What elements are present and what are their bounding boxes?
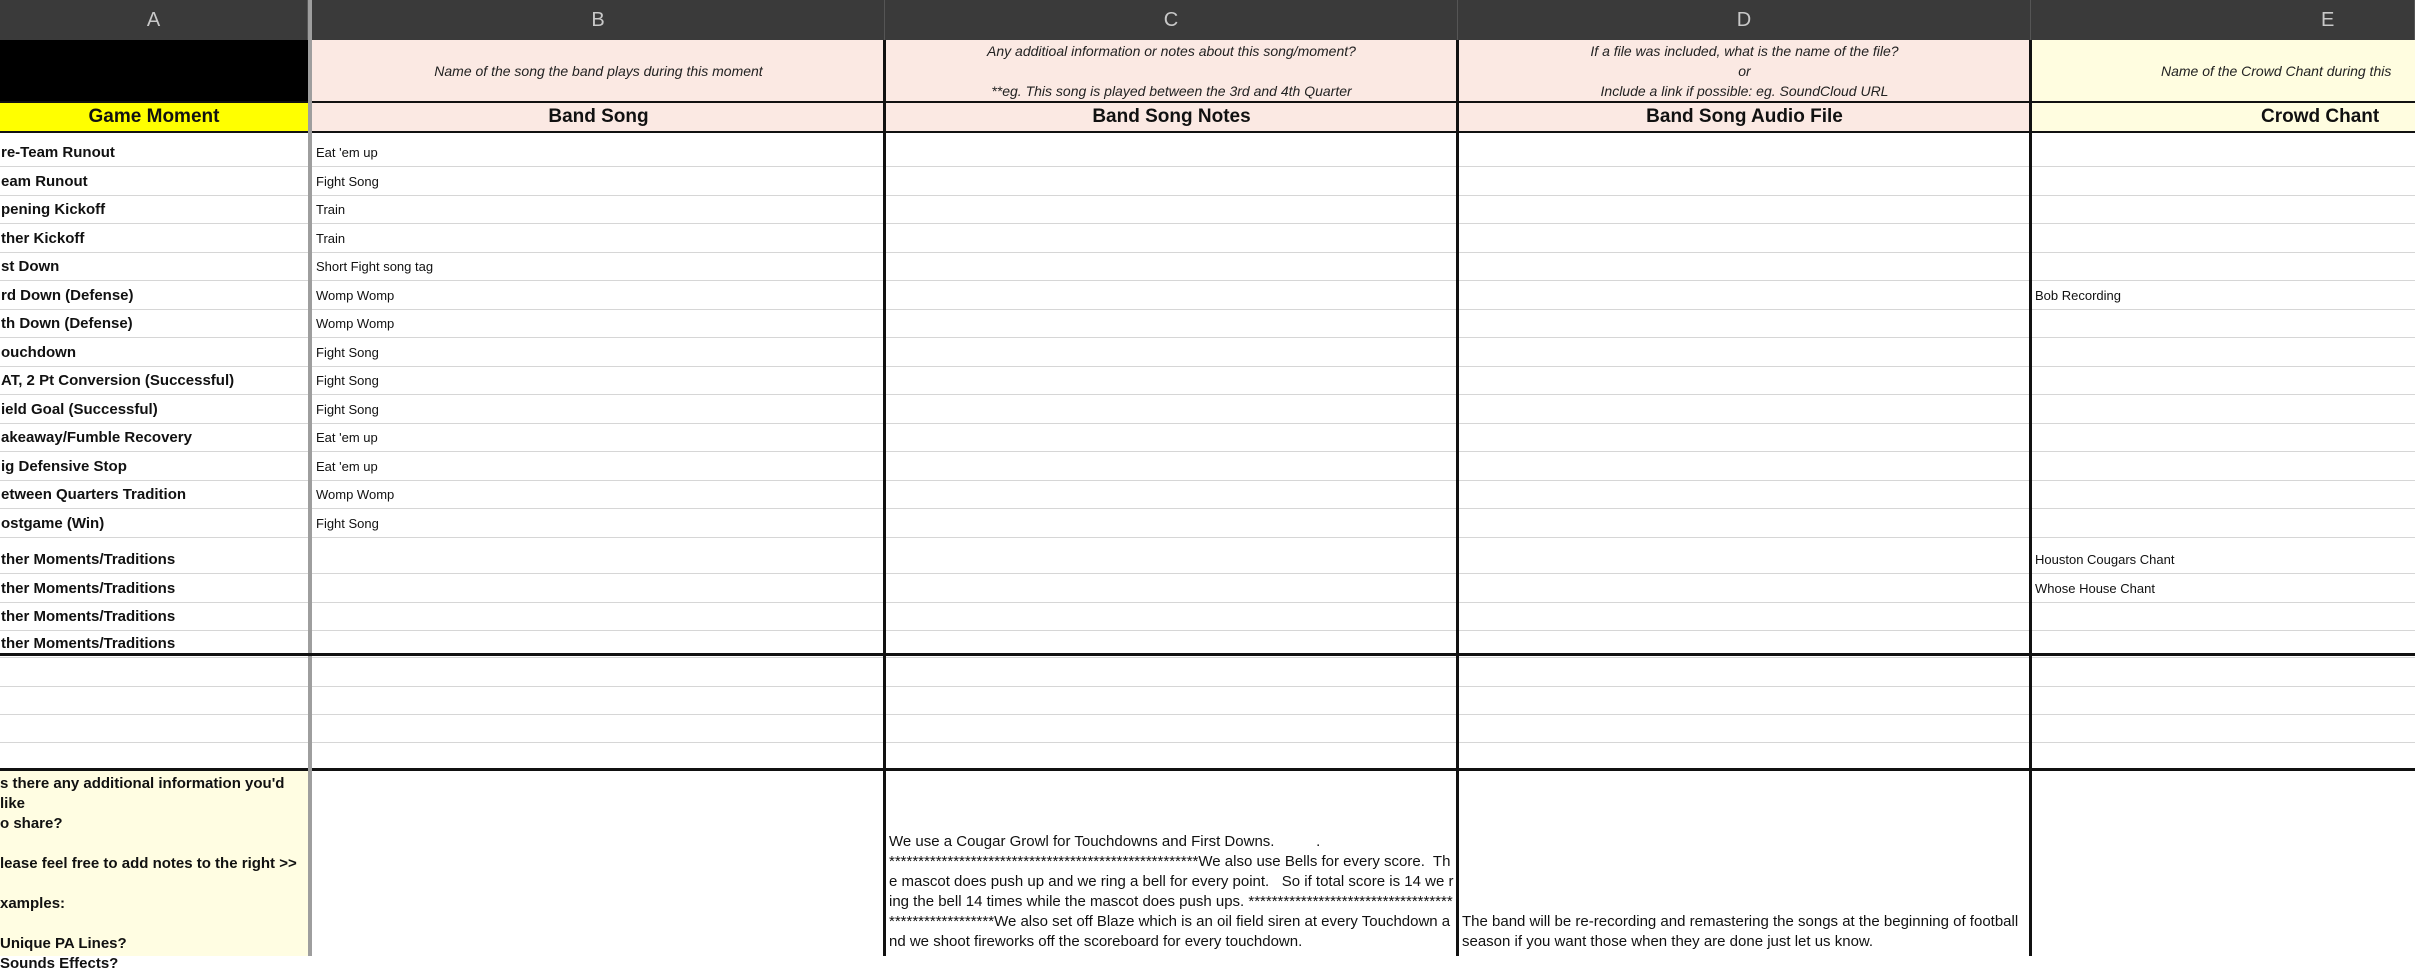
- crowd-chant-cell[interactable]: [2031, 167, 2415, 195]
- band-song-notes-cell[interactable]: [885, 452, 1458, 480]
- table-bottom-border: [0, 653, 2415, 656]
- empty-row-divider: [0, 714, 2415, 715]
- band-song-cell[interactable]: Womp Womp: [316, 486, 395, 502]
- header-band-song[interactable]: Band Song: [312, 103, 885, 131]
- band-song-audio-cell[interactable]: [1458, 224, 2031, 252]
- band-song-notes-hint[interactable]: [885, 40, 1458, 102]
- band-song-cell[interactable]: Train: [316, 201, 346, 217]
- row-divider: [0, 657, 2415, 658]
- prompt-line-2: o share?: [0, 815, 63, 832]
- band-song-audio-cell[interactable]: [1458, 423, 2031, 451]
- band-song-audio-cell[interactable]: [1458, 395, 2031, 423]
- header-bottom-border: [0, 131, 2415, 133]
- band-song-audio-cell[interactable]: [1458, 545, 2031, 573]
- crowd-chant-cell[interactable]: [2031, 452, 2415, 480]
- border-d-left: [1456, 40, 1459, 956]
- band-song-audio-cell[interactable]: [1458, 252, 2031, 280]
- crowd-chant-hint-text: Name of the Crowd Chant during this: [2161, 63, 2392, 79]
- additional-notes-text: We use a Cougar Growl for Touchdowns and First Downs. . *****************************************************We also use Bells for every score. The mascot does push up and we ring a bell for every point. So if total score is 14 we ring the bell 14 times while the mascot does push ups. *****************************************************We also set off Blaze which is an oil field siren at every Touchdown and we shoot fireworks off the scoreboard for every touchdown.: [889, 833, 1454, 950]
- game-moment-cell[interactable]: ther Moments/Traditions: [1, 550, 176, 568]
- column-gutter: [308, 0, 312, 956]
- band-song-notes-cell[interactable]: [885, 309, 1458, 337]
- notes-hint-line1: Any additioal information or notes about this song/moment?: [987, 43, 1356, 59]
- band-song-audio-cell[interactable]: [1458, 574, 2031, 602]
- crowd-chant-cell[interactable]: Houston Cougars Chant: [2035, 551, 2175, 567]
- band-song-audio-cell[interactable]: [1458, 452, 2031, 480]
- band-song-notes-cell[interactable]: [885, 602, 1458, 630]
- band-song-hint[interactable]: [312, 40, 885, 102]
- notes-hint-line2: **eg. This song is played between the 3rd and 4th Quarter: [991, 83, 1352, 99]
- crowd-chant-cell[interactable]: [2031, 338, 2415, 366]
- band-song-cell[interactable]: Fight Song: [316, 173, 379, 189]
- game-moment-cell[interactable]: eam Runout: [1, 172, 88, 190]
- header-game-moment[interactable]: Game Moment: [0, 103, 308, 131]
- header-band-song-audio-file[interactable]: Band Song Audio File: [1458, 103, 2031, 131]
- band-song-hint-text: Name of the song the band plays during this moment: [434, 63, 763, 79]
- band-song-cell[interactable]: Fight Song: [316, 515, 379, 531]
- crowd-chant-cell[interactable]: [2031, 366, 2415, 394]
- game-moment-cell[interactable]: st Down: [1, 257, 60, 275]
- black-header-cell[interactable]: [0, 40, 308, 102]
- band-song-cell[interactable]: [312, 602, 885, 630]
- crowd-chant-cell[interactable]: [2031, 138, 2415, 166]
- band-song-notes-cell[interactable]: [885, 423, 1458, 451]
- band-song-audio-cell[interactable]: [1458, 366, 2031, 394]
- crowd-chant-cell[interactable]: [2031, 252, 2415, 280]
- band-song-audio-cell[interactable]: [1458, 480, 2031, 508]
- audio-hint-line2: or: [1738, 63, 1751, 79]
- prompt-line-1: s there any additional information you'd like: [0, 775, 285, 812]
- crowd-chant-cell[interactable]: [2031, 224, 2415, 252]
- game-moment-cell[interactable]: ostgame (Win): [1, 514, 105, 532]
- header-top-border: [0, 101, 2415, 103]
- game-moment-cell[interactable]: ther Moments/Traditions: [1, 607, 176, 625]
- band-song-audio-cell[interactable]: [1458, 602, 2031, 630]
- border-c-left: [883, 40, 886, 956]
- band-song-cell[interactable]: Eat 'em up: [316, 429, 378, 445]
- game-moment-cell[interactable]: AT, 2 Pt Conversion (Successful): [1, 371, 235, 389]
- band-song-cell[interactable]: Womp Womp: [316, 287, 395, 303]
- border-e-left: [2029, 40, 2032, 956]
- header-band-song-notes[interactable]: Band Song Notes: [885, 103, 1458, 131]
- audio-file-hint[interactable]: [1458, 40, 2031, 102]
- crowd-chant-cell[interactable]: [2031, 395, 2415, 423]
- band-song-notes-cell[interactable]: [885, 252, 1458, 280]
- game-moment-cell[interactable]: ther Moments/Traditions: [1, 634, 176, 652]
- band-song-cell[interactable]: Short Fight song tag: [316, 258, 434, 274]
- audio-hint-line3: Include a link if possible: eg. SoundCloud URL: [1600, 83, 1889, 99]
- band-song-audio-cell[interactable]: [1458, 509, 2031, 537]
- crowd-chant-cell[interactable]: [2031, 509, 2415, 537]
- band-song-notes-cell[interactable]: [885, 395, 1458, 423]
- band-song-audio-cell[interactable]: [1458, 167, 2031, 195]
- game-moment-cell[interactable]: akeaway/Fumble Recovery: [1, 428, 192, 446]
- game-moment-cell[interactable]: etween Quarters Tradition: [1, 485, 187, 503]
- crowd-chant-cell[interactable]: [2031, 195, 2415, 223]
- band-song-cell[interactable]: [312, 545, 885, 573]
- band-song-notes-cell[interactable]: [885, 509, 1458, 537]
- band-song-notes-cell[interactable]: [885, 195, 1458, 223]
- band-song-cell[interactable]: Eat 'em up: [316, 144, 378, 160]
- band-song-audio-cell[interactable]: [1458, 338, 2031, 366]
- band-song-audio-cell[interactable]: [1458, 195, 2031, 223]
- audio-hint-line1: If a file was included, what is the name of the file?: [1590, 43, 1899, 59]
- band-song-notes-cell[interactable]: [885, 224, 1458, 252]
- band-song-notes-cell[interactable]: [885, 480, 1458, 508]
- band-song-notes-cell[interactable]: [885, 338, 1458, 366]
- game-moment-cell[interactable]: ield Goal (Successful): [1, 400, 158, 418]
- additional-info-notes[interactable]: [885, 770, 1458, 956]
- game-moment-cell[interactable]: th Down (Defense): [1, 314, 133, 332]
- game-moment-cell[interactable]: pening Kickoff: [1, 200, 106, 218]
- band-song-audio-cell[interactable]: [1458, 281, 2031, 309]
- band-song-audio-cell[interactable]: [1458, 309, 2031, 337]
- crowd-chant-cell[interactable]: Whose House Chant: [2035, 580, 2155, 596]
- prompt-line-5: Unique PA Lines?: [0, 935, 127, 952]
- crowd-chant-cell[interactable]: [2031, 309, 2415, 337]
- band-song-cell[interactable]: Womp Womp: [316, 315, 395, 331]
- band-song-notes-cell[interactable]: [885, 574, 1458, 602]
- prompt-line-3: lease feel free to add notes to the right >>: [0, 855, 297, 872]
- prompt-line-6: Sounds Effects?: [0, 955, 119, 972]
- additional-info-audio[interactable]: [1458, 770, 2031, 956]
- game-moment-cell[interactable]: ther Kickoff: [1, 229, 85, 247]
- crowd-chant-cell[interactable]: [2031, 423, 2415, 451]
- crowd-chant-cell[interactable]: Bob Recording: [2035, 287, 2121, 303]
- column-header-d[interactable]: D: [1458, 0, 2031, 40]
- column-header-a[interactable]: A: [0, 0, 308, 40]
- game-moment-cell[interactable]: ouchdown: [1, 343, 76, 361]
- column-header-c[interactable]: C: [885, 0, 1458, 40]
- empty-row-divider: [0, 686, 2415, 687]
- band-song-notes-cell[interactable]: [885, 281, 1458, 309]
- row-divider: [0, 537, 2415, 538]
- band-song-cell[interactable]: Eat 'em up: [316, 458, 378, 474]
- additional-top-border: [0, 768, 2415, 771]
- additional-info-prompt[interactable]: [0, 770, 308, 972]
- header-crowd-chant[interactable]: Crowd Chant: [2031, 103, 2415, 131]
- crowd-chant-cell[interactable]: [2031, 602, 2415, 630]
- game-moment-cell[interactable]: ig Defensive Stop: [1, 457, 127, 475]
- additional-info-b[interactable]: [312, 770, 885, 956]
- crowd-chant-hint[interactable]: [2031, 40, 2415, 102]
- band-song-cell[interactable]: Fight Song: [316, 372, 379, 388]
- band-song-notes-cell[interactable]: [885, 138, 1458, 166]
- prompt-line-4: xamples:: [0, 895, 66, 912]
- game-moment-cell[interactable]: rd Down (Defense): [1, 286, 134, 304]
- band-song-audio-cell[interactable]: [1458, 138, 2031, 166]
- band-song-cell[interactable]: [312, 574, 885, 602]
- band-song-notes-cell[interactable]: [885, 366, 1458, 394]
- column-header-b[interactable]: B: [312, 0, 885, 40]
- additional-audio-text: The band will be re-recording and remastering the songs at the beginning of football season if you want those when they are done just let us know.: [1462, 913, 2019, 950]
- band-song-cell[interactable]: Fight Song: [316, 344, 379, 360]
- band-song-notes-cell[interactable]: [885, 545, 1458, 573]
- band-song-notes-cell[interactable]: [885, 167, 1458, 195]
- game-moment-cell[interactable]: re-Team Runout: [1, 143, 115, 161]
- game-moment-cell[interactable]: ther Moments/Traditions: [1, 579, 176, 597]
- band-song-cell[interactable]: Train: [316, 230, 346, 246]
- empty-row-divider: [0, 742, 2415, 743]
- band-song-cell[interactable]: Fight Song: [316, 401, 379, 417]
- crowd-chant-cell[interactable]: [2031, 480, 2415, 508]
- column-header-e[interactable]: E: [2031, 0, 2415, 40]
